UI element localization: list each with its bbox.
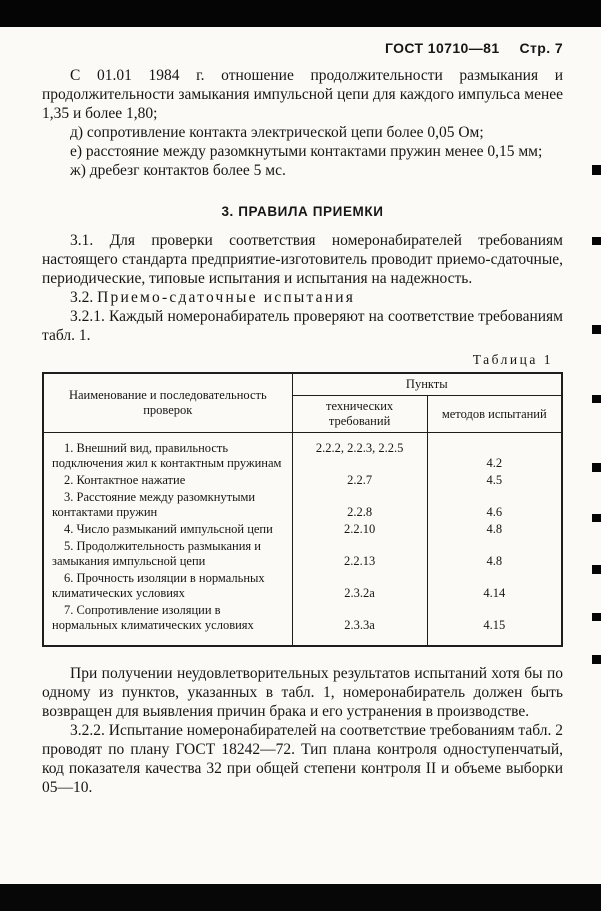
method-points-cell: 4.5 — [427, 472, 562, 489]
table-row — [43, 489, 562, 521]
tech-points-cell: 2.3.3а — [292, 602, 427, 646]
page-content — [42, 27, 563, 797]
method-points-cell: 4.14 — [427, 570, 562, 602]
scan-edge-mark — [592, 165, 601, 175]
table-header-methods: методов испытаний — [427, 396, 562, 433]
paragraph-3-2-number: 3.2. — [70, 289, 94, 306]
paragraph-3-2-title: Приемо-сдаточные испытания — [97, 289, 356, 306]
row-name-cell: 3. Расстояние между разомкнутыми контактами пружин — [43, 489, 292, 521]
row-name-cell: 5. Продолжительность размыкания и замыкания импульсной цепи — [43, 538, 292, 570]
list-item-zh: ж) дребезг контактов более 5 мс. — [70, 162, 286, 179]
tech-points-cell: 2.2.2, 2.2.3, 2.2.5 — [292, 433, 427, 473]
gost-number: ГОСТ 10710—81 — [384, 40, 500, 56]
table-row — [43, 433, 562, 473]
page-header — [42, 40, 563, 56]
table-header-tech: технических требований — [292, 396, 427, 433]
scan-edge-mark — [592, 613, 601, 621]
scan-edge-mark — [592, 237, 601, 245]
paragraph-3-2-2: 3.2.2. Испытание номеронабирателей на соответствие требованиям табл. 2 проводят по плану ГОСТ 18242—72. Тип плана контроля одноступенчатый, код показателя качества 32 при общей степени контроля II и объеме выборки 05—10. — [42, 722, 563, 796]
intro-paragraph: С 01.01 1984 г. отношение продолжительности размыкания и продолжительности замыкания импульсной цепи для каждого импульса менее 1,35 и более 1,80; — [42, 67, 563, 122]
paragraph-3-2-1: 3.2.1. Каждый номеронабиратель проверяют на соответствие требованиям табл. 1. — [42, 308, 563, 344]
method-points-cell: 4.6 — [427, 489, 562, 521]
method-points-cell: 4.15 — [427, 602, 562, 646]
method-points-cell: 4.2 — [427, 433, 562, 473]
method-points-cell: 4.8 — [427, 538, 562, 570]
method-points-cell: 4.8 — [427, 521, 562, 538]
tech-points-cell: 2.3.2а — [292, 570, 427, 602]
paragraph-3-1: 3.1. Для проверки соответствия номеронабирателей требованиям настоящего стандарта предприятие-изготовитель проводит приемо-сдаточные, периодические, типовые испытания и испытания на надежность. — [42, 232, 563, 287]
scan-edge-mark — [592, 325, 601, 334]
row-name-cell: 1. Внешний вид, правильность подключения жил к контактным пружинам — [43, 433, 292, 473]
table-header-points: Пункты — [292, 373, 562, 396]
paragraph-rejection: При получении неудовлетворительных результатов испытаний хотя бы по одному из пунктов, указанных в табл. 1, номеронабиратель должен быть возвращен для выявления причин брака и его устранения в производстве. — [42, 665, 563, 720]
table-header-checks: Наименование и последовательность проверок — [43, 373, 292, 433]
scan-edge-mark — [592, 514, 601, 522]
page-number: Стр. 7 — [519, 40, 563, 56]
row-name-cell: 4. Число размыканий импульсной цепи — [43, 521, 292, 538]
scan-artifact-top-bar — [0, 0, 601, 27]
table-body — [43, 433, 562, 647]
scan-edge-mark — [592, 395, 601, 403]
tech-points-cell: 2.2.10 — [292, 521, 427, 538]
row-name-cell: 6. Прочность изоляции в нормальных климатических условиях — [43, 570, 292, 602]
table-row — [43, 538, 562, 570]
scan-edge-mark — [592, 565, 601, 574]
tech-points-cell: 2.2.8 — [292, 489, 427, 521]
tech-points-cell: 2.2.13 — [292, 538, 427, 570]
table-row — [43, 570, 562, 602]
tech-points-cell: 2.2.7 — [292, 472, 427, 489]
row-name-cell: 2. Контактное нажатие — [43, 472, 292, 489]
paragraph-3-2 — [42, 288, 563, 307]
scan-edge-mark — [592, 655, 601, 664]
list-item-e: е) расстояние между разомкнутыми контактами пружин менее 0,15 мм; — [70, 143, 543, 160]
scan-artifact-bottom-bar — [0, 884, 601, 911]
table-head — [43, 373, 562, 433]
table-caption: Таблица 1 — [472, 352, 553, 367]
acceptance-table — [42, 372, 563, 647]
row-name-cell: 7. Сопротивление изоляции в нормальных климатических условиях — [43, 602, 292, 646]
table-row — [43, 472, 562, 489]
list-item-d: д) сопротивление контакта электрической цепи более 0,05 Ом; — [70, 124, 484, 141]
scan-edge-mark — [592, 463, 601, 472]
section-heading: 3. ПРАВИЛА ПРИЕМКИ — [221, 204, 384, 219]
table-row — [43, 521, 562, 538]
table-row — [43, 602, 562, 646]
